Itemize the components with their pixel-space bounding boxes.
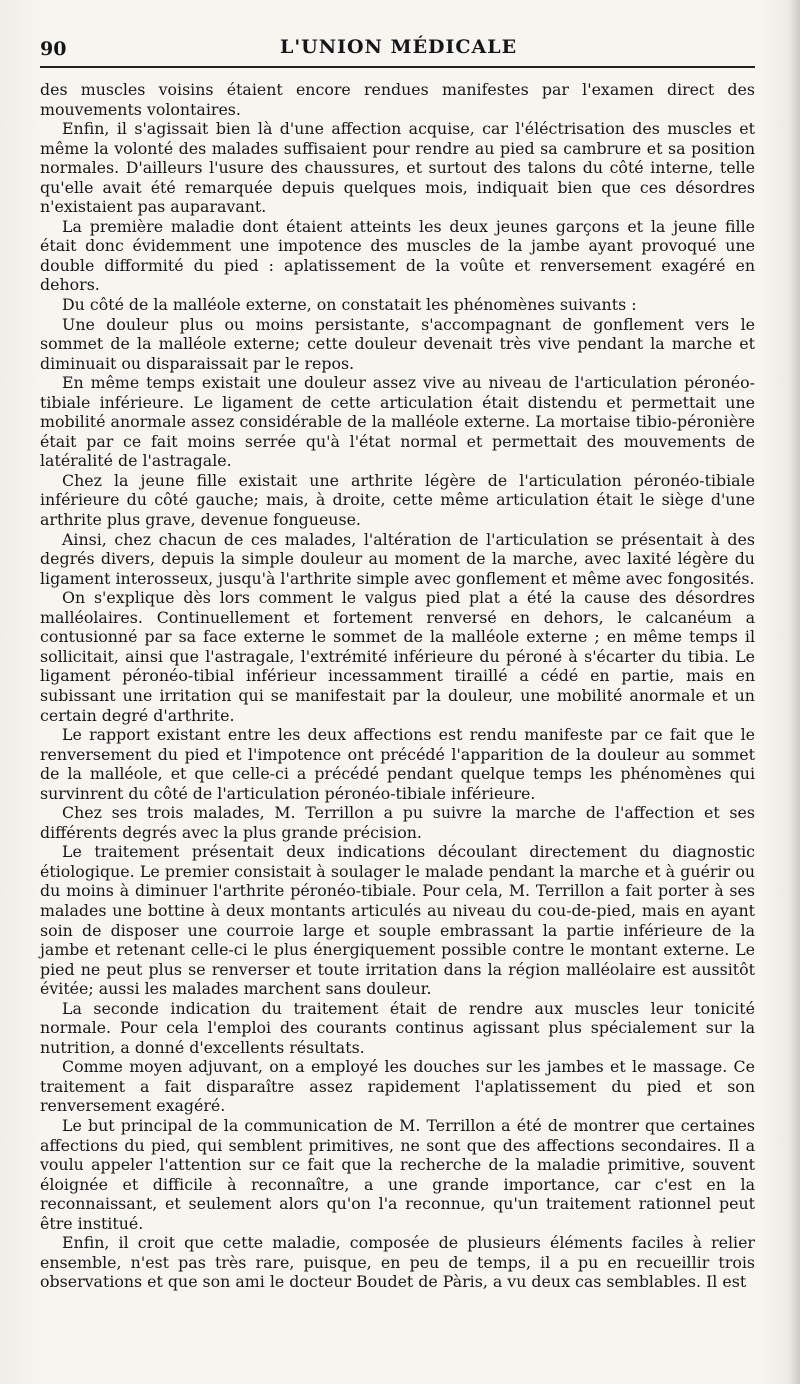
paragraph: Chez la jeune fille existait une arthrite légère de l'articulation péronéo-tibiale inférieure du côté gauche; mais, à droite, cette même articulation était le siège d'une arthrite plus grave, devenue fongueuse. bbox=[40, 470, 755, 530]
paragraph: Enfin, il croit que cette maladie, composée de plusieurs éléments faciles à relier ensemble, n'est pas très rare, puisque, en peu de temps, il a pu en recueillir trois observations et que son ami le docteur Boudet de Pàris, a vu deux cas semblables. Il est bbox=[40, 1233, 755, 1292]
paragraph: Enfin, il s'agissait bien là d'une affection acquise, car l'éléctrisation des muscles et même la volonté des malades suffisaient pour rendre au pied sa cambrure et sa position normales. D'ailleurs l'usure des chaussures, et surtout des talons du côté interne, telle qu'elle avait été remarquée depuis quelques mois, indiquait bien que ces désordres n'existaient pas auparavant. bbox=[40, 119, 755, 217]
paragraph: des muscles voisins étaient encore rendues manifestes par l'examen direct des mouvements volontaires. bbox=[40, 80, 755, 119]
paragraph: Le rapport existant entre les deux affections est rendu manifeste par ce fait que le renversement du pied et l'impotence ont précédé l'apparition de la douleur au sommet de la malléole, et que celle-ci a précédé pendant quelque temps les phénomènes qui survinrent du côté de l'articulation péronéo-tibiale inférieure. bbox=[40, 725, 755, 803]
paragraph: Comme moyen adjuvant, on a employé les douches sur les jambes et le massage. Ce traitement a fait disparaître assez rapidement l'aplatissement du pied et son renversement exagéré. bbox=[40, 1057, 755, 1116]
running-title: L'UNION MÉDICALE bbox=[280, 36, 518, 58]
article-body bbox=[40, 80, 755, 1292]
paragraph: Une douleur plus ou moins persistante, s'accompagnant de gonflement vers le sommet de la malléole externe; cette douleur devenait très vive pendant la marche et diminuait ou disparaissait par le repos. bbox=[40, 314, 755, 373]
paragraph: Le traitement présentait deux indications découlant directement du diagnostic étiologique. Le premier consistait à soulager le malade pendant la marche et à guérir ou du moins à diminuer l'arthrite péronéo-tibiale. Pour cela, M. Terrillon a fait porter à ses malades une bottine à deux montants articulés au niveau du cou-de-pied, mais en ayant soin de disposer une courroie large et souple embrassant la partie inférieure de la jambe et retenant celle-ci le plus énergiquement possible contre le montant externe. Le pied ne peut plus se renverser et toute irritation dans la région malléolaire est aussitôt évitée; aussi les malades marchent sans douleur. bbox=[40, 842, 755, 999]
paragraph: Chez ses trois malades, M. Terrillon a pu suivre la marche de l'affection et ses différents degrés avec la plus grande précision. bbox=[40, 803, 755, 842]
paragraph: La seconde indication du traitement était de rendre aux muscles leur tonicité normale. Pour cela l'emploi des courants continus agissant plus spécialement sur la nutrition, a donné d'excellents résultats. bbox=[40, 998, 755, 1057]
paragraph: Du côté de la malléole externe, on constatait les phénomènes suivants : bbox=[62, 295, 637, 315]
paragraph: On s'explique dès lors comment le valgus pied plat a été la cause des désordres malléolaires. Continuellement et fortement renversé en dehors, le calcanéum a contusionné par sa face externe le sommet de la malléole externe ; en même temps il sollicitait, ainsi que l'astragale, l'extrémité inférieure du péroné à s'écarter du tibia. Le ligament péronéo-tibial inférieur incessamment tiraillé a cédé en partie, mais en subissant une irritation qui se manifestait par la douleur, une mobilité anormale et un certain degré d'arthrite. bbox=[40, 588, 755, 725]
paragraph: Le but principal de la communication de M. Terrillon a été de montrer que certaines affections du pied, qui semblent primitives, ne sont que des affections secondaires. Il a voulu appeler l'attention sur ce fait que la recherche de la maladie primitive, souvent éloignée et difficile à reconnaître, a une grande importance, car c'est en la reconnaissant, et seulement alors qu'on l'a reconnue, qu'un traitement rationnel peut être institué. bbox=[40, 1115, 755, 1233]
paragraph: En même temps existait une douleur assez vive au niveau de l'articulation péronéo-tibiale inférieure. Le ligament de cette articulation était distendu et permettait une mobilité anormale assez considérable de la malléole externe. La mortaise tibio-péronière était par ce fait moins serrée qu'à l'état normal et permettait des mouvements de latéralité de l'astragale. bbox=[40, 373, 755, 471]
header-rule bbox=[40, 66, 755, 68]
page-number: 90 bbox=[40, 38, 67, 60]
running-header bbox=[40, 34, 755, 64]
page-edge-shadow bbox=[788, 0, 800, 1384]
paragraph: La première maladie dont étaient atteints les deux jeunes garçons et la jeune fille était donc évidemment une impotence des muscles de la jambe ayant provoqué une double difformité du pied : aplatissement de la voûte et renversement exagéré en dehors. bbox=[40, 216, 755, 295]
paragraph: Ainsi, chez chacun de ces malades, l'altération de l'articulation se présentait à des degrés divers, depuis la simple douleur au moment de la marche, avec laxité légère du ligament interosseux, jusqu'à l'arthrite simple avec gonflement et même avec fongosités. bbox=[40, 529, 755, 588]
